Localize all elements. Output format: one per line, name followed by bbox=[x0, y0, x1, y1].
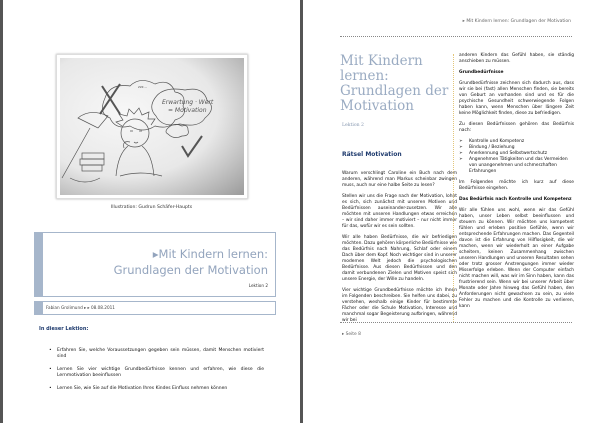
paragraph: Stellen wir uns die Frage nach der Motivation, lohnt es sich, sich zunächst mit unseren Motiven und Bedürfnissen auseinander-zusetzen. Wir alle möchten mit unseren Handlungen etwas erreichen – wir sind daher immer motiviert – nur nicht immer für das, wofür wir es sein sollten. bbox=[342, 194, 457, 229]
list-item: ➢ Angenehmen Tätigkeiten und das Vermeiden von unangenehmen und schmerzhaften Erfahrungen bbox=[459, 157, 568, 174]
paragraph: Zu diesen Bedürfnissen gehören das Bedürfnis nach: bbox=[459, 122, 574, 133]
paragraph: Im Folgenden möchte ich kurz auf diese Bedürfnisse eingehen. bbox=[459, 180, 574, 191]
triangle-marker-icon: ▸ bbox=[152, 247, 159, 261]
illustration-frame bbox=[56, 54, 248, 199]
lamp-arm bbox=[62, 128, 100, 182]
paragraph: Vier wichtige Grundbedürfnisse möchte ich Ihnen im Folgenden beschreiben. Sie helfen uns dabei, zu verstehen, weshalb einige Kinder für bestimmte Fächer oder die Schule Motivation, Interesse und manchmal sogar Begeisterung aufbringen, während wir bei bbox=[342, 288, 457, 323]
section-heading: Rätsel Motivation bbox=[342, 151, 402, 158]
lesson-goals-heading: In dieser Lektion: bbox=[39, 326, 89, 332]
paragraph: Wir alle haben Bedürfnisse, die wir befriedigen möchten. Dazu gehören körperliche Bedürfnisse wie das Bedürfnis nach Nahrung, Schlaf oder einem Dach über dem Kopf. Noch wichtiger sind in unserer modernen Welt jedoch die psychologischen Bedürfnisse. Aus diesen Bedürfnissen und den damit verbundenen Zielen und Motiven speist sich unsere Energie, der Wille zu handeln. bbox=[342, 235, 457, 282]
bullet-icon: • bbox=[49, 348, 52, 353]
needs-list bbox=[459, 139, 574, 175]
cover-title-line1: ▸Mit Kindern lernen: bbox=[152, 247, 268, 261]
paragraph: anderen Kindern das Gefühl haben, sie ständig anschieben zu müssen. bbox=[459, 53, 574, 64]
lamp-shade bbox=[78, 112, 108, 128]
bullet-icon: • bbox=[49, 386, 52, 391]
list-item: • Lernen Sie vier wichtige Grundbedürfnisse kennen und erfahren, wie diese die Lernmotivation beeinflussen bbox=[49, 367, 264, 378]
author-date-box bbox=[34, 301, 276, 315]
text-column-left bbox=[342, 171, 457, 329]
column-divider bbox=[453, 54, 454, 322]
cover-lesson-label: Lektion 2 bbox=[248, 283, 268, 288]
paragraph: Grundbedürfnisse zeichnen sich dadurch aus, dass wir sie bei (fast) allen Menschen finden, sie bereits von Geburt an vorhanden sind und es für die psychische Gesundheit schwerwiegende Folgen haben kann, wenn Menschen über längere Zeit keine Möglichkeit finden, diese zu befriedigen. bbox=[459, 81, 574, 116]
author-date-text: Fabian Grolimund ▸ ▸ 08.08.2011 bbox=[46, 305, 115, 310]
chapter-title: Mit Kindern lernen: Grundlagen der Motivation bbox=[340, 53, 449, 114]
list-item: • Erfahren Sie, welche Voraussetzungen gegeben sein müssen, damit Menschen motiviert sind bbox=[49, 348, 264, 359]
header-rule bbox=[340, 36, 572, 37]
illustration-caption: Illustration: Gudrun Schäfer-Haupts bbox=[110, 205, 193, 210]
paragraph: Warum verschlingt Caroline ein Buch nach dem anderen, während man Markus scheinbar zwingen muss, auch nur eine halbe Seite zu lesen? bbox=[342, 171, 457, 188]
bullet-icon: • bbox=[49, 367, 52, 372]
list-item: ➢ Bindung / Beziehung bbox=[459, 145, 515, 150]
thought-text-2: = Motivation bbox=[168, 107, 207, 114]
arrow-bullet-icon: ➢ bbox=[459, 157, 463, 162]
speech-text: zzz... bbox=[138, 85, 147, 89]
arrow-bullet-icon: ➢ bbox=[459, 151, 463, 156]
cross-mark bbox=[100, 84, 120, 114]
content-page bbox=[303, 0, 606, 423]
thought-text-1: Erwartung · Wert bbox=[162, 99, 214, 106]
page-number: ▸ Seite 8 bbox=[342, 332, 361, 337]
cover-page bbox=[3, 0, 300, 423]
illustration-image bbox=[60, 58, 244, 195]
text-column-right bbox=[459, 53, 574, 315]
arrow-bullet-icon: ➢ bbox=[459, 145, 463, 150]
sheep-sketch bbox=[166, 124, 188, 137]
cover-title-line2: Grundlagen der Motivation bbox=[113, 263, 268, 277]
list-item: • Lernen Sie, wie Sie auf die Motivation Ihres Kindes Einfluss nehmen können bbox=[49, 386, 228, 391]
pencil-sketch-illustration bbox=[60, 58, 244, 195]
paragraph: Wir alle fühlen uns wohl, wenn wir das Gefühl haben, unser Leben selbst beeinflussen und steuern zu können. Wir möchten uns kompetent fühlen und erleben positive Gefühle, wenn wir entsprechende Erfahrungen machen. Das Gegenteil davon ist die Erfahrung von Hilflosigkeit, die wir machen, wenn wir wiederholt an einer Aufgabe scheitern, keinen Zusammenhang zwischen unseren Handlungen und unseren Resultaten sehen oder trotz grosser Anstrengungen immer wieder Misserfolge erleben. Wenn der Computer einfach nicht machen will, was wir im Sinn haben, kann das frustrierend sein. Wenn wir bei unserer Arbeit über Monate oder Jahre hinweg das Gefühl haben, den Anforderungen nicht gewachsen zu sein, zu viele Fehler zu machen und die Kontrolle zu verlieren, kann bbox=[459, 208, 574, 309]
running-header: ▸ Mit Kindern lernen: Grundlagen der Motivation bbox=[462, 19, 571, 24]
chapter-lesson-label: Lektion 2 bbox=[342, 123, 364, 128]
check-mark bbox=[182, 136, 202, 156]
list-item: ➢ Kontrolle und Kompetenz bbox=[459, 139, 525, 144]
footer-rule bbox=[340, 322, 572, 323]
subheading-kontrolle: Das Bedürfnis nach Kontrolle und Kompetenz bbox=[459, 197, 572, 202]
list-item: ➢ Anerkennung und Selbstwertschutz bbox=[459, 151, 548, 156]
arrow-bullet-icon: ➢ bbox=[459, 139, 463, 144]
cover-title-box bbox=[34, 232, 276, 297]
child-hair bbox=[116, 108, 155, 126]
subheading-grundbeduerfnisse: Grundbedürfnisse bbox=[459, 70, 504, 75]
lesson-goals-list bbox=[49, 348, 264, 399]
